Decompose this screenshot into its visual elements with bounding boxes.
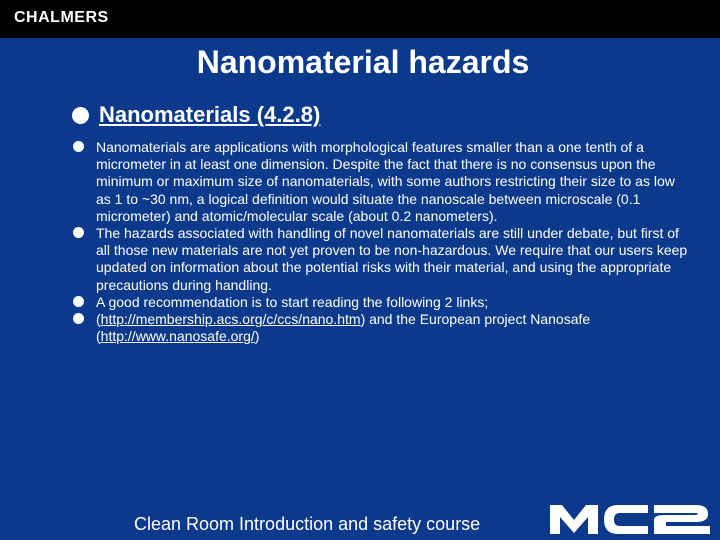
list-item [72,311,692,345]
nanosafe-link[interactable]: http://www.nanosafe.org/ [100,328,255,345]
bullet-icon [73,313,84,324]
list-item [72,225,692,294]
course-title: Clean Room Introduction and safety course [134,514,481,534]
bullet-icon [72,107,89,124]
list-item [72,139,692,225]
chalmers-logo: CHALMERS [14,9,109,26]
bullet-text: Nanomaterials are applications with morphological features smaller than a one tenth of a micrometer in at least one dimension. Despite the fact that there is no consensus upon the minimum or maximum size of nanomaterials, with some authors restricting their size to as low as 1 to ~30 nm, a logical definition would situate the nanoscale between microscale (0.1 micrometer) and atomic/molecular scale (about 0.2 nanometers). [96,139,675,224]
section-heading-label: Nanomaterials (4.2.8) [99,102,321,127]
bullet-text-pre: ( [96,311,101,328]
bullet-list [72,139,692,345]
bullet-icon [73,227,84,238]
acs-nano-link[interactable]: http://membership.acs.org/c/ccs/nano.htm [100,311,361,328]
bullet-text-post: ) [254,328,260,345]
mc2-logo [548,502,712,536]
bullet-text: The hazards associated with handling of novel nanomaterials are still under debate, but first of all those new materials are not yet proven to be non-hazardous. We require that our users keep updated on information about the potential risks with their material, and using the appropriate precautions during handling. [96,225,688,293]
slide-title: Nanomaterial hazards [196,44,530,80]
bullet-icon [73,141,84,152]
bullet-icon [73,296,84,307]
list-item [72,294,692,311]
bullet-text: A good recommendation is to start reading the following 2 links; [96,293,489,310]
header-bar [0,0,720,38]
section-heading [72,102,320,128]
bullet-text-mid: ) and the European project Nanosafe ( [96,311,591,345]
